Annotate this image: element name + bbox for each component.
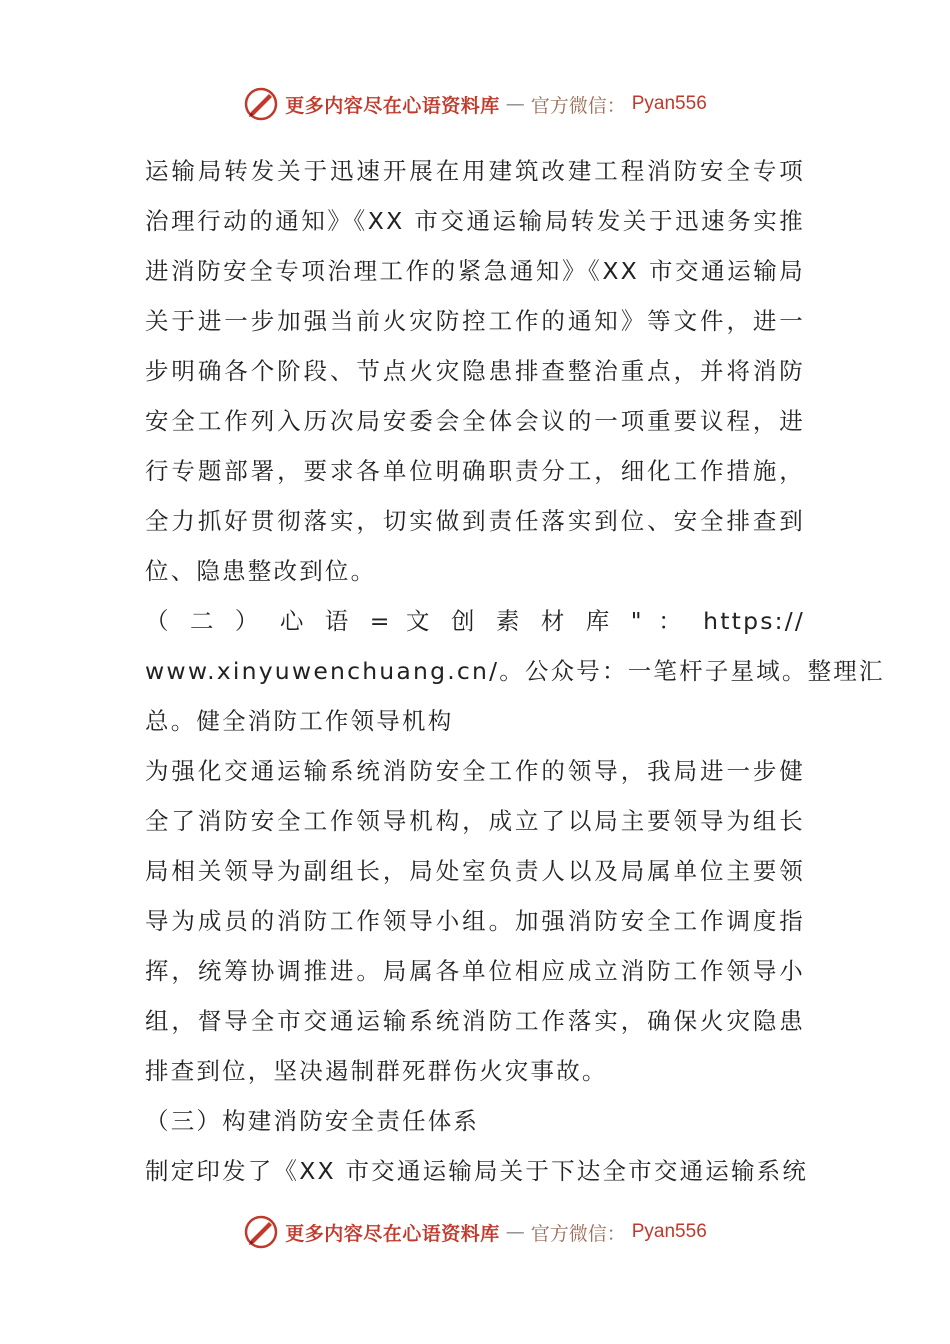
document-body (145, 146, 885, 1196)
text-line: 位、隐患整改到位。 (145, 557, 377, 585)
url-line: www.xinyuwenchuang.cn/。公众号：一笔杆子星域。整理汇 (145, 657, 885, 685)
text-line: 组，督导全市交通运输系统消防工作落实，确保火灾隐患 (145, 1007, 805, 1035)
text-line: 全力抓好贯彻落实，切实做到责任落实到位、安全排查到 (145, 507, 805, 535)
banner-wechat-id: Pyan556 (631, 93, 707, 114)
text-line: 全了消防安全工作领导机构，成立了以局主要领导为组长 (145, 807, 805, 835)
text-line: 步明确各个阶段、节点火灾隐患排查整治重点，并将消防 (145, 357, 805, 385)
text-line: 导为成员的消防工作领导小组。加强消防安全工作调度指 (145, 907, 805, 935)
section-heading-line: 总。健全消防工作领导机构 (145, 707, 454, 735)
text-line: 进消防安全专项治理工作的紧急通知》《XX 市交通运输局 (145, 257, 805, 285)
banner-wechat-label: 官方微信： (530, 94, 626, 117)
text-line: 为强化交通运输系统消防安全工作的领导，我局进一步健 (145, 757, 805, 785)
banner-wechat-label: 官方微信： (530, 1222, 626, 1245)
text-line: 局相关领导为副组长，局处室负责人以及局属单位主要领 (145, 857, 805, 885)
banner-title: 更多内容尽在心语资料库 (285, 94, 500, 117)
banner-title: 更多内容尽在心语资料库 (285, 1222, 500, 1245)
footer-banner (0, 1212, 950, 1252)
text-line: 挥，统筹协调推进。局属各单位相应成立消防工作领导小 (145, 957, 805, 985)
banner-wechat-id: Pyan556 (631, 1221, 707, 1242)
text-line: 排查到位，坚决遏制群死群伤火灾事故。 (145, 1057, 608, 1085)
header-banner (0, 84, 950, 124)
banner-dash: — (505, 1221, 525, 1243)
pen-logo-icon (243, 1214, 279, 1250)
banner-dash: — (505, 93, 525, 115)
text-line: 运输局转发关于迅速开展在用建筑改建工程消防安全专项 (145, 157, 805, 185)
section-heading-line: （ 二 ） 心 语 = 文 创 素 材 库 " ： https:// (145, 607, 805, 635)
text-line: 安全工作列入历次局安委会全体会议的一项重要议程，进 (145, 407, 805, 435)
text-line: 制定印发了《XX 市交通运输局关于下达全市交通运输系统 (145, 1157, 809, 1185)
text-line: 行专题部署，要求各单位明确职责分工，细化工作措施， (145, 457, 805, 485)
text-line: 治理行动的通知》《XX 市交通运输局转发关于迅速务实推 (145, 207, 805, 235)
section-heading: （三）构建消防安全责任体系 (145, 1107, 480, 1135)
text-line: 关于进一步加强当前火灾防控工作的通知》等文件，进一 (145, 307, 805, 335)
pen-logo-icon (243, 86, 279, 122)
